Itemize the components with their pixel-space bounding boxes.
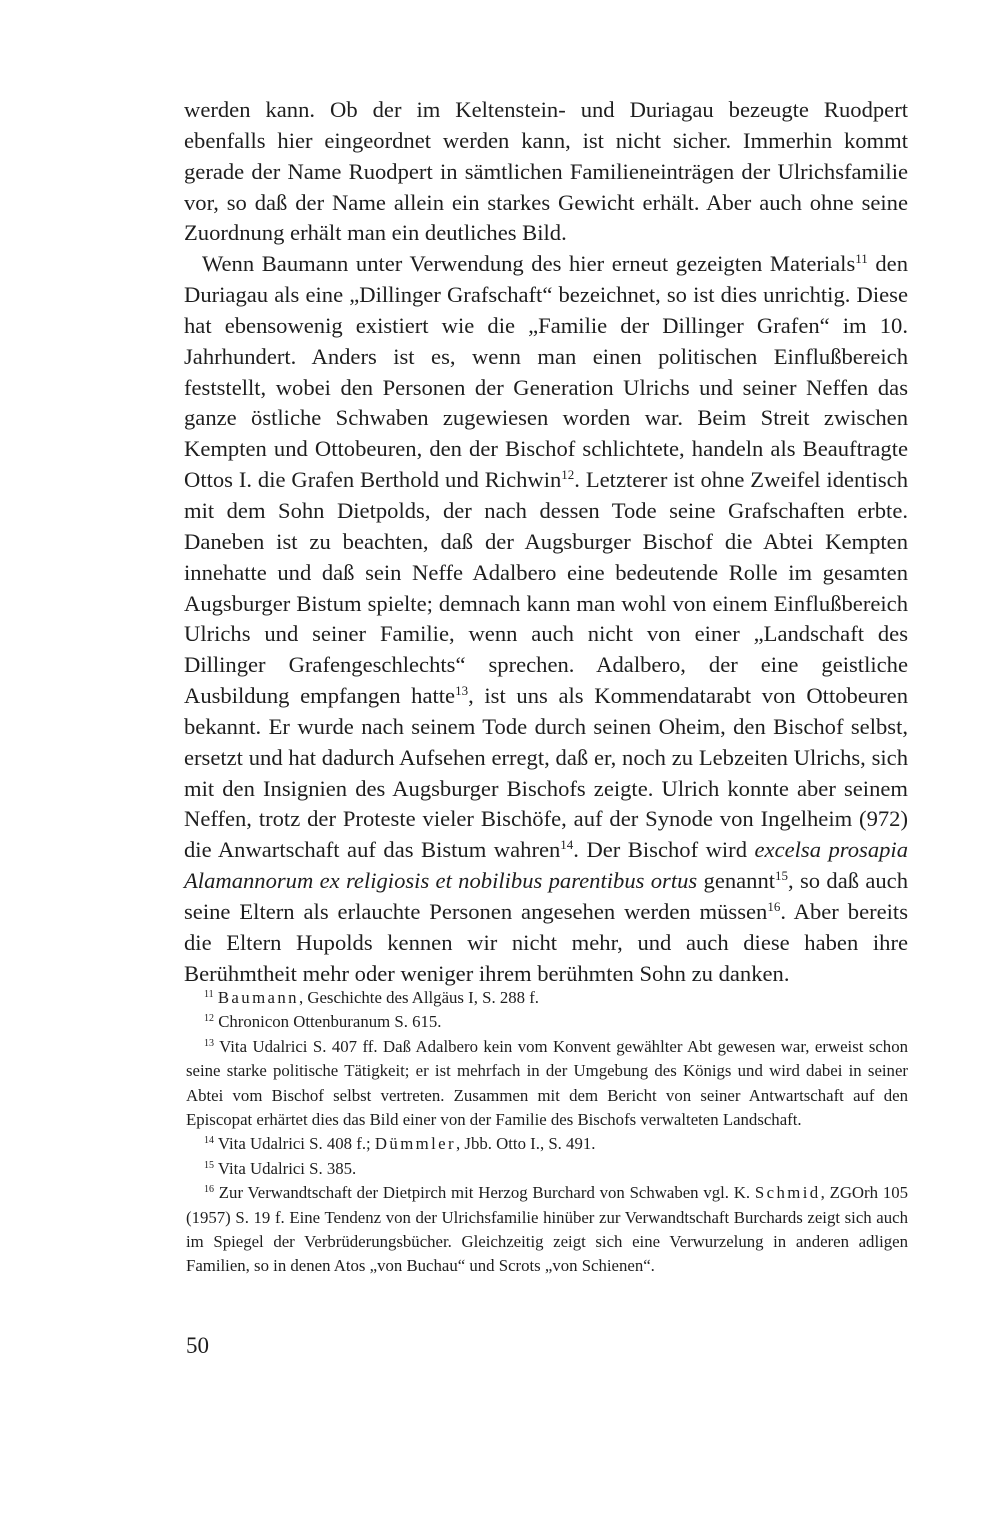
- footnote-number: 12: [204, 1013, 214, 1025]
- footnote-number: 14: [204, 1135, 214, 1147]
- paragraph-text: genannt: [697, 868, 776, 894]
- footnote-text: Zur Verwandtschaft der Dietpirch mit Herzog Burchard von Schwaben vgl. K.: [218, 1183, 755, 1203]
- footnote-number: 11: [204, 989, 214, 1000]
- footnote: [186, 1157, 908, 1181]
- paragraph-text: . Aber bereits die Eltern Hupolds kennen wir nicht mehr, und auch diese haben ihre Berühmtheit mehr oder weniger ihrem berühmten Sohn zu danken.: [184, 898, 908, 986]
- footnote-ref[interactable]: 16: [767, 898, 781, 914]
- paragraph-text: , ist uns als Kommendatarabt von Ottobeuren bekannt. Er wurde nach seinem Tode durch seinen Oheim, den Bischof selbst, ersetzt und hat dadurch Aufsehen erregt, daß er, noch zu Lebzeiten Ulrichs, sich mit den Insignien des Augsburger Bischofs zeigte. Ulrich konnte aber seinem Neffen, trotz der Proteste vieler Bischöfe, auf der Synode von Ingelheim (972) die Anwartschaft auf das Bistum wahren: [184, 683, 908, 863]
- author-name: Schmid: [754, 1183, 821, 1203]
- footnote-ref[interactable]: 11: [855, 251, 868, 267]
- footnote-ref[interactable]: 14: [560, 837, 574, 853]
- footnote-text: Vita Udalrici S. 408 f.;: [217, 1134, 375, 1154]
- footnote-ref[interactable]: 12: [561, 467, 575, 483]
- paragraph-text: den Duriagau als eine „Dillinger Grafschaft“ bezeichnet, so ist dies unrichtig. Diese hat ebensowenig existiert wie die „Familie der Dillinger Grafen“ im 10. Jahrhundert. Anders ist es, wenn man einen politischen Einflußbereich feststellt, wobei den Personen der Generation Ulrichs und seiner Neffen das ganze östliche Schwaben zugewiesen worden war. Beim Streit zwischen Kempten und Ottobeuren, den der Bischof schlichtete, handeln als Beauftragte Ottos I. die Grafen Berthold und Richwin: [184, 251, 908, 493]
- paragraph-text: werden kann. Ob der im Keltenstein- und Duriagau bezeugte Ruodpert ebenfalls hier eingeordnet werden kann, ist nicht sicher. Immerhin kommt gerade der Name Ruodpert in sämtlichen Familieneinträgen der Ulrichsfamilie vor, so daß der Name allein ein starkes Gewicht erhält. Aber auch ohne seine Zuordnung erhält man ein deutliches Bild.: [184, 97, 908, 246]
- paragraph-text: Wenn Baumann unter Verwendung des hier erneut gezeigten Materials: [202, 251, 856, 277]
- footnote-text: Vita Udalrici S. 407 ff. Daß Adalbero kein vom Konvent gewählter Abt gewesen war, erweist schon seine starke politische Tätigkeit; er ist mehrfach in der Umgebung des Königs und wird dabei in seiner Abtei vom Bischof selbst vertreten. Zusammen mit dem Bericht von seiner Antwartschaft auf den Episcopat erhärtet dies das Bild einer von der Familie des Bischofs verwalteten Landschaft.: [186, 1036, 908, 1130]
- footnote: [186, 1181, 908, 1279]
- footnote-ref[interactable]: 13: [455, 683, 469, 699]
- paragraph-text: . Der Bischof wird: [573, 837, 755, 863]
- footnote: [186, 986, 908, 1010]
- author-name: Dümmler: [374, 1134, 457, 1154]
- main-text: [184, 95, 908, 989]
- page-number: 50: [186, 1333, 209, 1358]
- footnote-text: Vita Udalrici S. 385.: [217, 1158, 357, 1178]
- author-name: Baumann: [217, 988, 299, 1007]
- footnote-number: 15: [204, 1159, 214, 1171]
- footnote-text: , ZGOrh 105 (1957) S. 19 f. Eine Tendenz von der Ulrichsfamilie hinüber zur Verwandtschaft Burchards zeigt sich auch im Spiegel der Verbrüderungsbücher. Gleichzeitig zeigt sich eine Verwurzelung in anderen adligen Familien, so in denen Atos „von Buchau“ und Scrots „von Schienen“.: [186, 1183, 908, 1276]
- paragraph-text: , so daß auch seine Eltern als erlauchte Personen angesehen werden müssen: [184, 868, 909, 924]
- footnotes: [186, 986, 908, 1279]
- footnote: [186, 1010, 908, 1034]
- footnote-ref[interactable]: 15: [775, 868, 789, 884]
- paragraph-text: . Letzterer ist ohne Zweifel identisch mit dem Sohn Dietpolds, der nach dessen Tode seine Grafschaften erbte. Daneben ist zu beachten, daß der Augsburger Bischof die Abtei Kempten innehatte und daß sein Neffe Adalbero eine bedeutende Rolle im gesamten Augsburger Bistum spielte; demnach kann man wohl von einem Einflußbereich Ulrichs und seiner Familie, wenn auch nicht von einer „Landschaft des Dillinger Grafengeschlechts“ sprechen. Adalbero, der eine geistliche Ausbildung empfangen hatte: [184, 467, 908, 709]
- paragraph: [184, 249, 908, 989]
- latin-quote: excelsa prosapia Alamannorum ex religiosis et nobilibus parentibus ortus: [184, 837, 909, 894]
- footnote-text: Chronicon Ottenburanum S. 615.: [218, 1012, 442, 1032]
- footnote: [186, 1132, 908, 1156]
- footnote-text: , Jbb. Otto I., S. 491.: [456, 1134, 596, 1154]
- footnote-number: 16: [204, 1184, 214, 1196]
- paragraph: [184, 95, 908, 249]
- footnote-text: , Geschichte des Allgäus I, S. 288 f.: [298, 988, 539, 1007]
- footnote-number: 13: [204, 1037, 214, 1049]
- footnote: [186, 1035, 908, 1133]
